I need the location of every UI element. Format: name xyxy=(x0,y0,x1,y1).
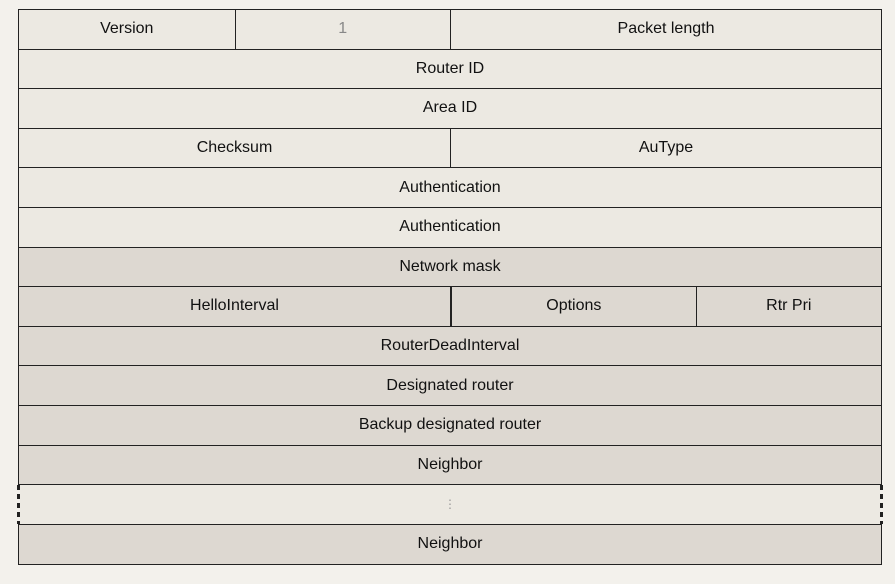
designated-router-row xyxy=(19,365,881,405)
router-id-field: Router ID xyxy=(19,50,881,89)
designated-router-field: Designated router xyxy=(19,366,881,405)
ospf-hello-packet-diagram xyxy=(18,9,882,565)
router-dead-interval-field: RouterDeadInterval xyxy=(19,327,881,366)
hello-interval-row xyxy=(19,286,881,326)
router-dead-interval-row xyxy=(19,326,881,366)
authentication-field: Authentication xyxy=(19,208,881,247)
neighbor-row-2 xyxy=(19,524,881,565)
checksum-row xyxy=(19,128,881,168)
dashed-left-border xyxy=(17,485,20,524)
router-priority-field: Rtr Pri xyxy=(696,287,881,326)
autype-field: AuType xyxy=(450,129,881,168)
authentication-row-1 xyxy=(19,167,881,207)
backup-designated-router-row xyxy=(19,405,881,445)
ellipsis-row xyxy=(19,484,881,524)
area-id-field: Area ID xyxy=(19,89,881,128)
type-field: 1 xyxy=(235,10,451,49)
checksum-field: Checksum xyxy=(19,129,450,168)
options-field: Options xyxy=(450,287,696,326)
neighbor-field: Neighbor xyxy=(19,525,881,564)
header-row xyxy=(19,9,881,49)
ellipsis-marker: ⋮ xyxy=(19,485,881,524)
hello-interval-field: HelloInterval xyxy=(19,287,450,326)
packet-length-field: Packet length xyxy=(450,10,881,49)
area-id-row xyxy=(19,88,881,128)
backup-designated-router-field: Backup designated router xyxy=(19,406,881,445)
authentication-row-2 xyxy=(19,207,881,247)
version-field: Version xyxy=(19,10,235,49)
neighbor-row-1 xyxy=(19,445,881,485)
network-mask-row xyxy=(19,247,881,287)
neighbor-field: Neighbor xyxy=(19,446,881,485)
network-mask-field: Network mask xyxy=(19,248,881,287)
router-id-row xyxy=(19,49,881,89)
authentication-field: Authentication xyxy=(19,168,881,207)
dashed-right-border xyxy=(880,485,883,524)
